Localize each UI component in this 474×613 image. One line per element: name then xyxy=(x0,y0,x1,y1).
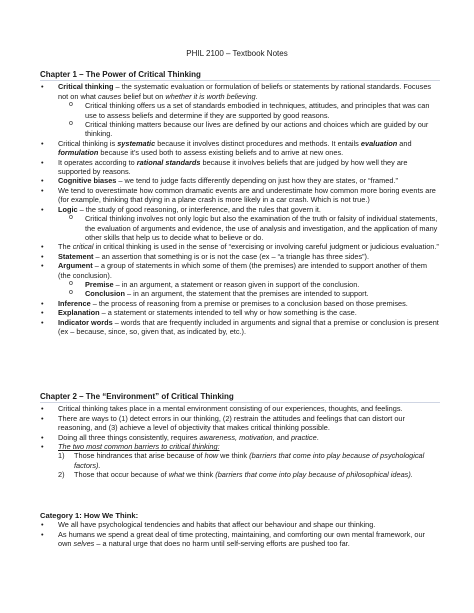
text: The xyxy=(58,242,73,252)
text: Those hindrances that arise because of xyxy=(74,451,205,461)
text: because it involves beliefs that are judged by how well they are supported by reasons. xyxy=(58,157,408,177)
term: Logic xyxy=(58,204,78,214)
emphasis: (barriers that come into play because of philosophical ideas). xyxy=(215,470,413,480)
item-number: 2) xyxy=(58,470,65,480)
list-item: • Critical thinking takes place in a mental environment consisting of our experiences, thoughts, and feelings. xyxy=(40,404,440,413)
chapter-1-section xyxy=(40,70,440,336)
text: – a group of statements in which some of them (the premises) are intended to support another of them (the conclusion). xyxy=(58,261,428,280)
emphasis: causes xyxy=(98,91,122,101)
text: and xyxy=(397,138,412,148)
list-item xyxy=(40,242,440,251)
list-item xyxy=(40,318,440,337)
term: Inference xyxy=(58,298,91,308)
emphasis: critical xyxy=(72,242,94,252)
chapter-2-section xyxy=(40,392,440,480)
term: Conclusion xyxy=(85,289,125,299)
text: we think xyxy=(218,451,250,461)
list-item xyxy=(40,261,440,280)
list-item xyxy=(40,530,440,549)
list-item xyxy=(40,308,440,317)
text: because it’s used both to assess existing beliefs and to arrive at new ones. xyxy=(98,148,344,158)
sub-list-item xyxy=(40,289,440,298)
text: and xyxy=(274,432,291,442)
text: belief but on xyxy=(121,91,166,101)
text: – we tend to judge facts differently depending on just how they are states, or “framed.” xyxy=(116,176,398,186)
text: – words that are frequently included in arguments and signal that a premise or conclusion is present (ex – because, since, so, given that, as indicated by, etc.). xyxy=(58,317,439,336)
emphasis: evaluation xyxy=(360,138,398,148)
text: Critical thinking is xyxy=(58,138,118,148)
term: Argument xyxy=(58,261,93,271)
text: . xyxy=(316,432,319,442)
emphasis: formulation xyxy=(58,148,99,158)
sub-list-item: o Critical thinking offers us a set of standards embodied in techniques, attitudes, and principles that was can use to assess beliefs and determine if they are supported by good reasons. xyxy=(40,101,440,120)
text: we think xyxy=(184,470,216,480)
emphasis: selves xyxy=(73,539,95,549)
text: – the systematic evaluation or formulation of beliefs or statements by rational standards. Focuses not on what xyxy=(58,82,432,101)
list-item xyxy=(40,205,440,214)
list-item xyxy=(40,252,440,261)
list-item xyxy=(40,139,440,158)
text: . xyxy=(255,91,258,101)
text: in critical thinking is used in the sense of “exercising or involving careful judgment or judicious evaluation.” xyxy=(93,242,439,252)
category-1-list xyxy=(40,520,440,548)
chapter-2-heading: Chapter 2 – The “Environment” of Critical Thinking xyxy=(40,392,440,403)
category-1-heading: Category 1: How We Think: xyxy=(40,511,139,520)
text: – in an argument, a statement or reason given in support of the conclusion. xyxy=(113,279,360,289)
text: Those that occur because of xyxy=(74,470,169,480)
numbered-item xyxy=(40,470,440,479)
term: Statement xyxy=(58,251,94,261)
emphasis: whether it is worth believing xyxy=(165,91,256,101)
list-item xyxy=(40,176,440,185)
emphasis: practice xyxy=(290,432,317,442)
sub-list-item: o Critical thinking matters because our lives are defined by our actions and choices which are guided by our thinking. xyxy=(40,120,440,139)
text: – in an argument, the statement that the premises are intended to support. xyxy=(124,289,369,299)
emphasis: rational standards xyxy=(136,157,201,167)
text: Doing all three things consistently, requires xyxy=(58,432,200,442)
text: – a statement or statements intended to tell why or how something is the case. xyxy=(99,308,357,318)
list-item xyxy=(40,82,440,101)
emphasis: what xyxy=(168,470,185,480)
item-number: 1) xyxy=(58,451,65,461)
sub-list-item xyxy=(40,280,440,289)
chapter-2-list xyxy=(40,404,440,479)
list-item xyxy=(40,442,440,451)
emphasis: awareness, motivation, xyxy=(199,432,275,442)
emphasis: systematic xyxy=(117,138,156,148)
text: It operates according to xyxy=(58,157,137,167)
chapter-1-heading: Chapter 1 – The Power of Critical Thinking xyxy=(40,70,440,81)
list-item xyxy=(40,433,440,442)
category-1-section xyxy=(40,511,440,549)
emphasis: how xyxy=(204,451,219,461)
list-item xyxy=(40,299,440,308)
emphasis: (barriers that come into play because of psychological factors). xyxy=(74,451,425,470)
text: because it involves distinct procedures and methods. It entails xyxy=(155,138,361,148)
numbered-item xyxy=(40,451,440,470)
chapter-1-list xyxy=(40,82,440,336)
text: As humans we spend a great deal of time protecting, maintaining, and comforting our own mental framework, our own xyxy=(58,529,425,549)
sub-list-item: o Critical thinking involves not only logic but also the examination of the truth or falsity of individual statements, the evaluation of arguments and evidence, the use of analysis and investigation, and the application of many other skills that help us to decide what to believe or do. xyxy=(40,214,440,242)
term: Cognitive biases xyxy=(58,176,117,186)
list-item: • We all have psychological tendencies and habits that affect our behaviour and shape our thinking. xyxy=(40,520,440,529)
list-item: • We tend to overestimate how common dramatic events are and underestimate how common more boring events are (for example, thinking that dying in a plane crash is more likely in a car crash. Which is not true.) xyxy=(40,186,440,205)
text: – a natural urge that does no harm until self-serving efforts are pushed too far. xyxy=(94,539,350,549)
term: Indicator words xyxy=(58,317,113,327)
text: – an assertion that something is or is not the case (ex – “a triangle has three sides”). xyxy=(93,251,370,261)
underlined-text: The two most common barriers to critical thinking: xyxy=(58,442,220,452)
term: Premise xyxy=(85,279,114,289)
document-title: PHIL 2100 – Textbook Notes xyxy=(186,49,288,58)
list-item: • There are ways to (1) detect errors in our thinking, (2) restrain the attitudes and feelings that can distort our reasoning, and (3) achieve a level of objectivity that makes critical thinking possible. xyxy=(40,414,440,433)
term: Critical thinking xyxy=(58,82,114,92)
term: Explanation xyxy=(58,308,100,318)
text: – the study of good reasoning, or interference, and the rules that govern it. xyxy=(77,204,321,214)
text: – the process of reasoning from a premise or premises to a conclusion based on those premises. xyxy=(90,298,408,308)
list-item xyxy=(40,158,440,177)
